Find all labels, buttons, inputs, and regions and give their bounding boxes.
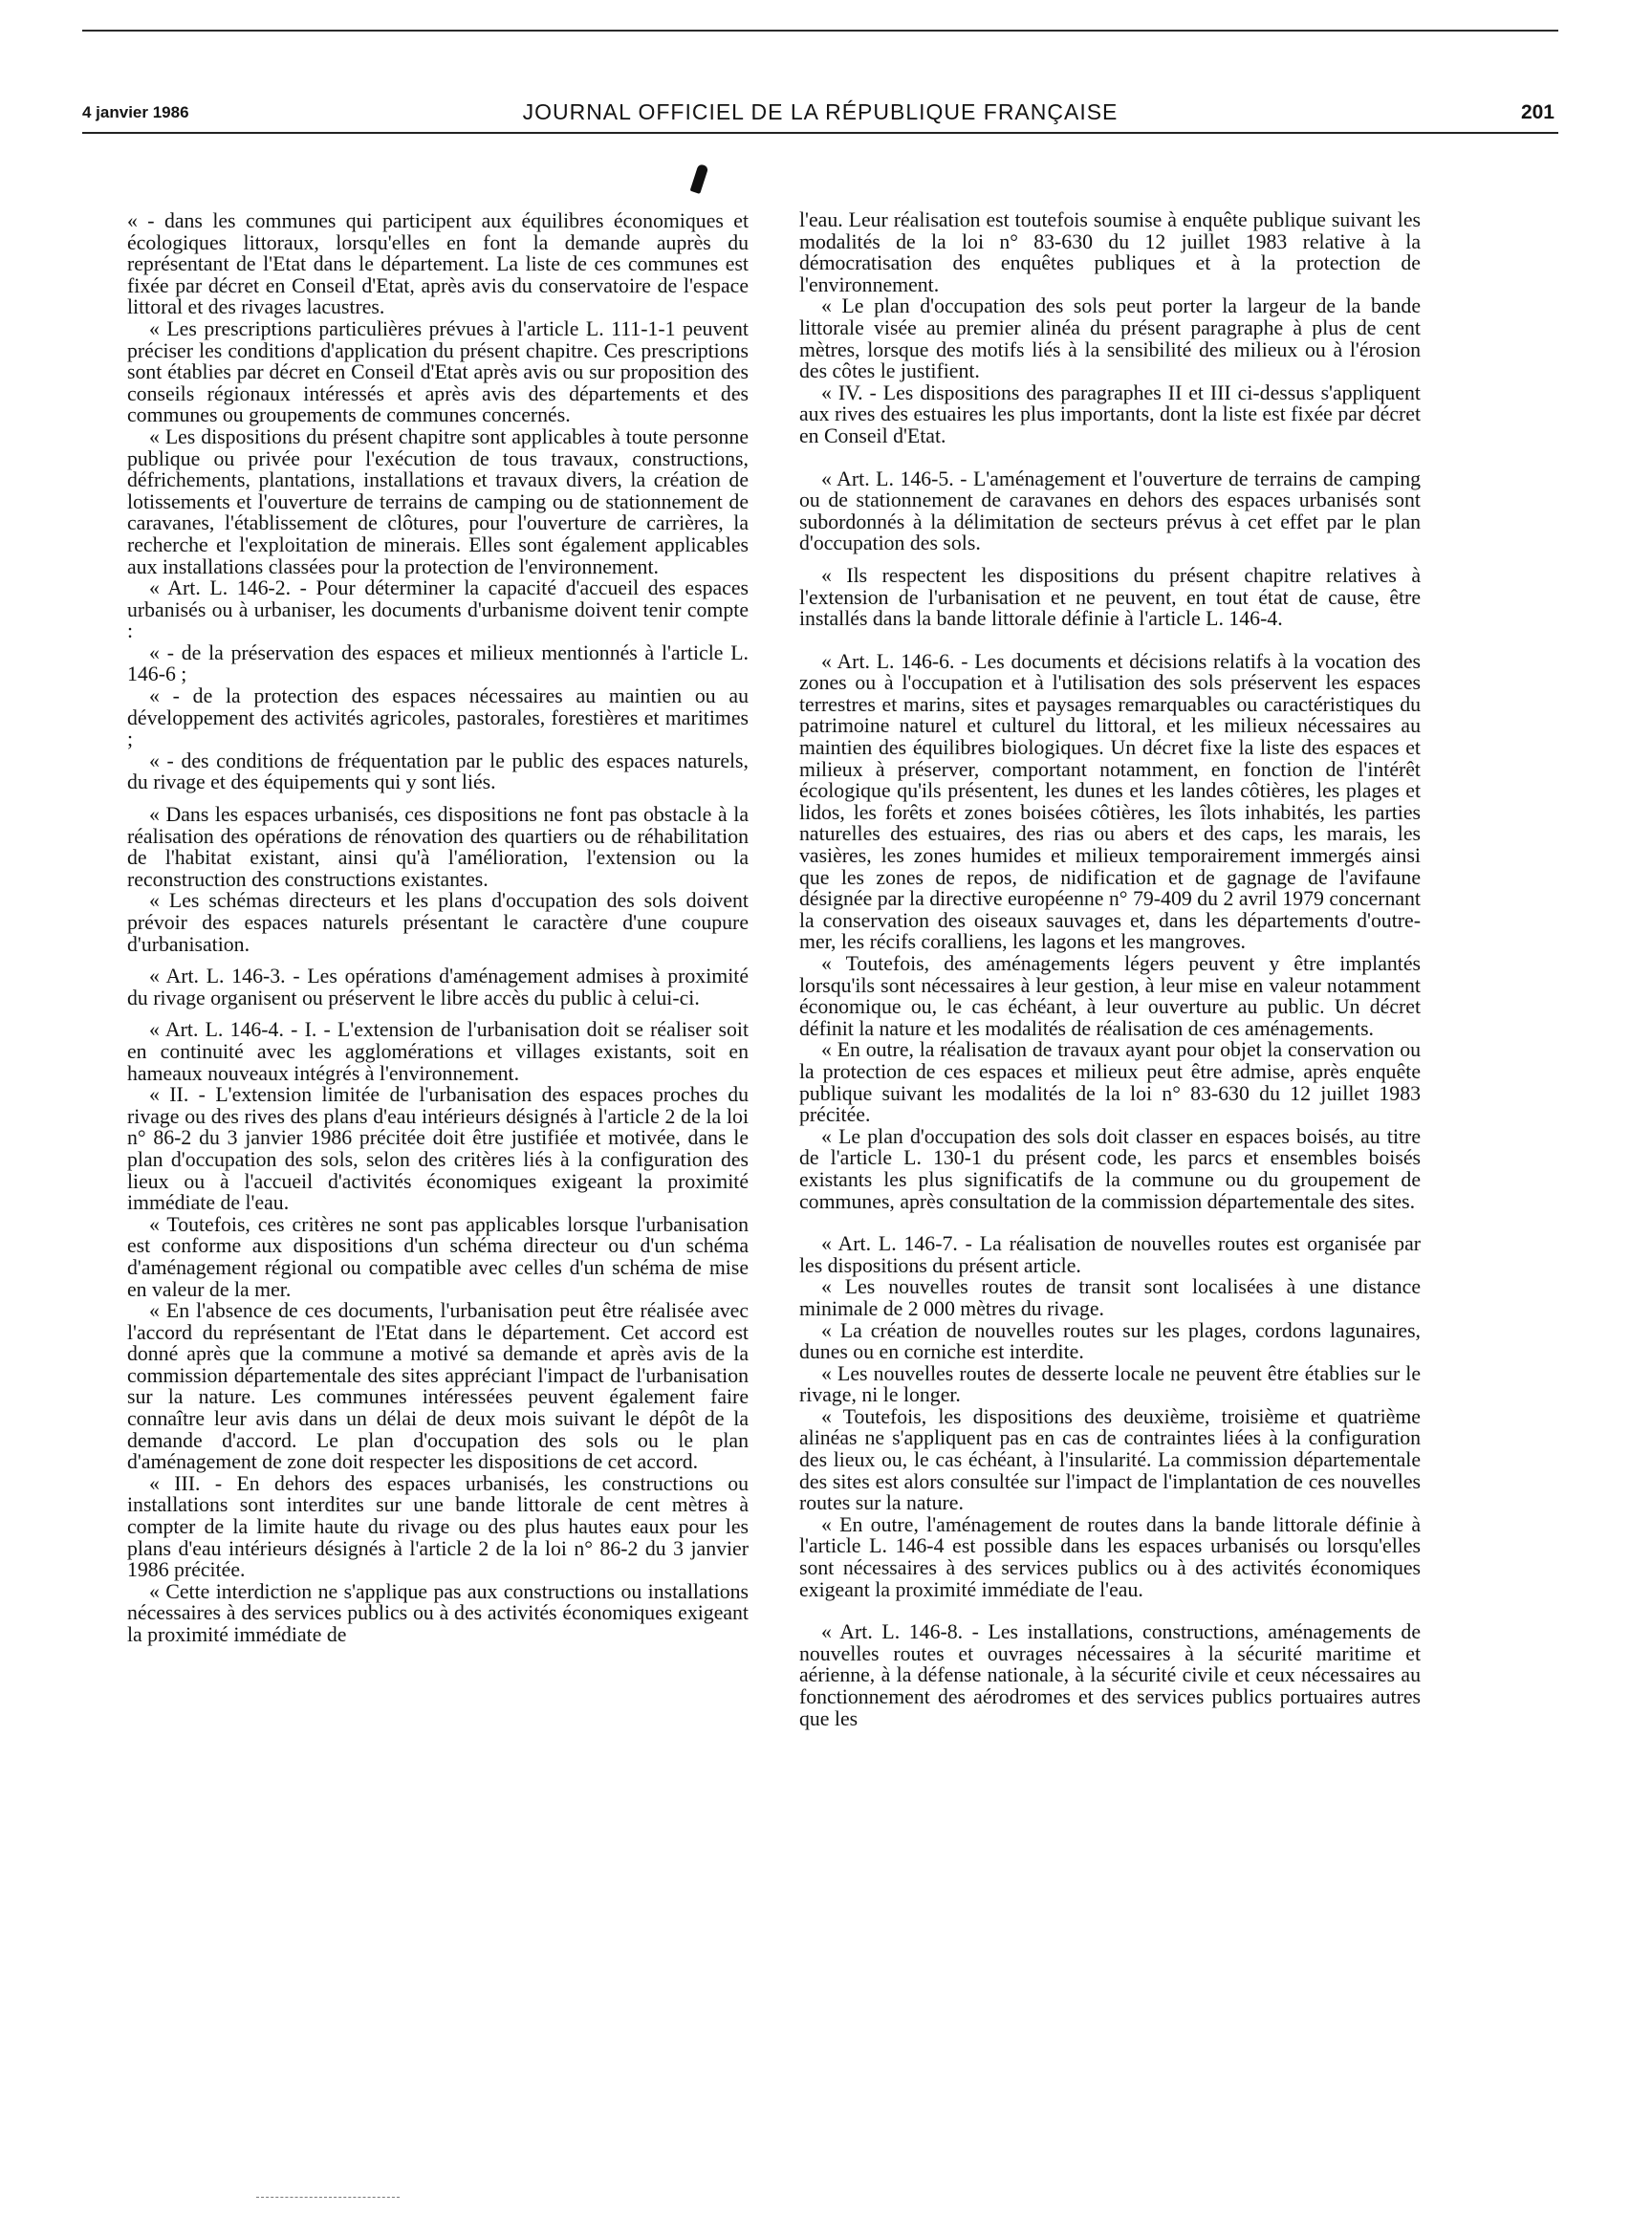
paragraph: « Dans les espaces urbanisés, ces dispositions ne font pas obstacle à la réalisation des opérations de rénovation des quartiers ou de réhabilitation de l'habitat existant, ainsi qu'à l'amélioration, l'extension ou la reconstruction des constructions existantes.	[127, 803, 749, 891]
bottom-rule	[256, 2197, 400, 2198]
paragraph: « IV. - Les dispositions des paragraphes II et III ci-dessus s'appliquent aux rives des estuaires les plus importants, dont la liste est fixée par décret en Conseil d'Etat.	[799, 380, 1421, 447]
right-column	[799, 209, 1421, 2169]
page-header	[82, 99, 1558, 134]
article-l146-4: « Art. L. 146-4. - I. - L'extension de l'urbanisation doit se réaliser soit en continuité avec les agglomérations et villages existants, soit en hameaux nouveaux intégrés à l'environnement.	[127, 1018, 749, 1085]
paragraph: « Le plan d'occupation des sols peut porter la largeur de la bande littorale visée au premier alinéa du présent paragraphe à plus de cent mètres, lorsque des motifs liés à la sensibilité des milieux ou à l'érosion des côtes le justifient.	[799, 294, 1421, 383]
paragraph: « - dans les communes qui participent aux équilibres économiques et écologiques littoraux, lorsqu'elles en font la demande auprès du représentant de l'Etat dans le département. La liste de ces communes est fixée par décret en Conseil d'Etat, après avis du conservatoire de l'espace littoral et des rivages lacustres.	[127, 210, 749, 319]
paragraph: « III. - En dehors des espaces urbanisés, les constructions ou installations sont interdites sur une bande littorale de cent mètres à compter de la limite haute du rivage ou des plus hautes eaux pour les plans d'eau intérieurs désignés à l'article 2 de la loi n° 86-2 du 3 janvier 1986 précitée.	[127, 1471, 749, 1582]
paragraph: « En l'absence de ces documents, l'urbanisation peut être réalisée avec l'accord du représentant de l'Etat dans le département. Cet accord est donné après que la commune a motivé sa demande et après avis de la commission départementale des sites appréciant l'impact de l'urbanisation sur la nature. Les communes intéressées peuvent également faire connaître leur avis dans un délai de deux mois suivant le dépôt de la demande d'accord. Le plan d'occupation des sols ou le plan d'aménagement de zone doit respecter les dispositions de cet accord.	[127, 1299, 749, 1474]
article-l146-6: « Art. L. 146-6. - Les documents et décisions relatifs à la vocation des zones ou à l'occupation et à l'utilisation des sols préservent les espaces terrestres et marins, sites et paysages remarquables ou caractéristiques du patrimoine naturel et culturel du littoral, et les milieux nécessaires au maintien des équilibres biologiques. Un décret fixe la liste des espaces et milieux à préserver, comportant notamment, en fonction de l'intérêt écologique qu'ils présentent, les dunes et les landes côtières, les plages et lidos, les forêts et zones boisées côtières, les îlots inhabités, les parties naturelles des estuaires, des rias ou abers et des caps, les marais, les vasières, les zones humides et milieux temporairement immergés ainsi que les zones de repos, de nidification et de gagnage de l'avifaune désignée par la directive européenne n° 79-409 du 2 avril 1979 concernant la conservation des oiseaux sauvages et, dans les départements d'outre-mer, les récifs coralliens, les lagons et les mangroves.	[799, 649, 1421, 954]
paragraph: « En outre, la réalisation de travaux ayant pour objet la conservation ou la protection de ces espaces et milieux peut être admise, après enquête publique suivant les modalités de la loi n° 83-630 du 12 juillet 1983 précitée.	[799, 1038, 1421, 1127]
paragraph: « II. - L'extension limitée de l'urbanisation des espaces proches du rivage ou des rives des plans d'eau intérieurs désignés à l'article 2 de la loi n° 86-2 du 3 janvier 1986 précitée doit être justifiée et motivée, dans le plan d'occupation des sols, selon des critères liés à la configuration des lieux ou à l'accueil d'activités économiques exigeant la proximité immédiate de l'eau.	[127, 1083, 749, 1215]
paragraph: « Les nouvelles routes de desserte locale ne peuvent être établies sur le rivage, ni le longer.	[799, 1361, 1421, 1407]
paragraph: « La création de nouvelles routes sur les plages, cordons lagunaires, dunes ou en corniche est interdite.	[799, 1318, 1421, 1364]
paragraph: « - de la protection des espaces nécessaires au maintien ou au développement des activités agricoles, pastorales, forestières et maritimes ;	[127, 684, 749, 751]
paragraph: « Toutefois, les dispositions des deuxième, troisième et quatrième alinéas ne s'appliquent pas en cas de contraintes liées à la configuration des lieux ou, le cas échéant, à l'insularité. La commission départementale des sites est alors consultée sur l'impact de l'implantation de ces nouvelles routes sur la nature.	[799, 1404, 1421, 1515]
top-rule	[82, 30, 1558, 32]
paragraph: « Toutefois, ces critères ne sont pas applicables lorsque l'urbanisation est conforme aux dispositions d'un schéma directeur ou d'un schéma d'aménagement régional ou compatible avec celles d'un schéma de mise en valeur de la mer.	[127, 1212, 749, 1301]
article-l146-2: « Art. L. 146-2. - Pour déterminer la capacité d'accueil des espaces urbanisés ou à urbaniser, les documents d'urbanisme doivent tenir compte :	[127, 576, 749, 643]
paragraph: « Ils respectent les dispositions du présent chapitre relatives à l'extension de l'urbanisation et ne peuvent, en tout état de cause, être installés dans la bande littorale définie à l'article L. 146-4.	[799, 563, 1421, 631]
header-date: 4 janvier 1986	[82, 103, 189, 121]
paragraph: « En outre, l'aménagement de routes dans la bande littorale définie à l'article L. 146-4 est possible dans les espaces urbanisés ou lorsqu'elles sont nécessaires à des services publics ou à des activités économiques exigeant la proximité immédiate de l'eau.	[799, 1512, 1421, 1601]
paragraph: « - des conditions de fréquentation par le public des espaces naturels, du rivage et des équipements qui y sont liés.	[127, 749, 749, 794]
paragraph: « Les prescriptions particulières prévues à l'article L. 111-1-1 peuvent préciser les conditions d'application du présent chapitre. Ces prescriptions sont établies par décret en Conseil d'Etat après avis ou sur proposition des conseils régionaux intéressés et après avis des départements et des communes ou groupements de communes concernés.	[127, 316, 749, 427]
paragraph: « Les schémas directeurs et les plans d'occupation des sols doivent prévoir des espaces naturels présentant le caractère d'une coupure d'urbanisation.	[127, 889, 749, 956]
journal-title: JOURNAL OFFICIEL DE LA RÉPUBLIQUE FRANÇAISE	[522, 99, 1119, 124]
paragraph: l'eau. Leur réalisation est toutefois soumise à enquête publique suivant les modalités de la loi n° 83-630 du 12 juillet 1983 relative à la démocratisation des enquêtes publiques et à la protection de l'environnement.	[799, 209, 1421, 296]
article-l146-8: « Art. L. 146-8. - Les installations, constructions, aménagements de nouvelles routes et ouvrages nécessaires à la sécurité maritime et aérienne, à la défense nationale, à la sécurité civile et ceux nécessaires au fonctionnement des aérodromes et des services publics portuaires autres que les	[799, 1620, 1421, 1730]
article-l146-5: « Art. L. 146-5. - L'aménagement et l'ouverture de terrains de camping ou de stationnement de caravanes en dehors des espaces urbanisés sont subordonnés à la délimitation de secteurs prévus à cet effet par le plan d'occupation des sols.	[799, 467, 1421, 555]
paragraph: « Toutefois, des aménagements légers peuvent y être implantés lorsqu'ils sont nécessaires à leur gestion, à leur mise en valeur notamment économique ou, le cas échéant, à leur ouverture au public. Un décret définit la nature et les modalités de réalisation de ces aménagements.	[799, 952, 1421, 1040]
ink-mark	[690, 163, 709, 194]
paragraph: « - de la préservation des espaces et milieux mentionnés à l'article L. 146-6 ;	[127, 640, 749, 686]
article-l146-7: « Art. L. 146-7. - La réalisation de nouvelles routes est organisée par les dispositions du présent article.	[799, 1232, 1421, 1277]
paragraph: « Le plan d'occupation des sols doit classer en espaces boisés, au titre de l'article L. 130-1 du présent code, les parcs et ensembles boisés existants les plus significatifs de la commune ou du groupement de communes, après consultation de la commission départementale des sites.	[799, 1124, 1421, 1213]
left-column	[127, 210, 749, 2170]
paragraph: « Les nouvelles routes de transit sont localisées à une distance minimale de 2 000 mètres du rivage.	[799, 1275, 1421, 1320]
paragraph: « Les dispositions du présent chapitre sont applicables à toute personne publique ou privée pour l'exécution de tous travaux, constructions, défrichements, plantations, installations et travaux divers, la création de lotissements et l'ouverture de terrains de camping ou de stationnement de caravanes, l'établissement de clôtures, pour l'ouverture de carrières, la recherche et l'exploitation de minerais. Elles sont également applicables aux installations classées pour la protection de l'environnement.	[127, 424, 749, 578]
paragraph: « Cette interdiction ne s'applique pas aux constructions ou installations nécessaires à des services publics ou à des activités économiques exigeant la proximité immédiate de	[127, 1579, 749, 1646]
page-number: 201	[1520, 101, 1554, 123]
article-l146-3: « Art. L. 146-3. - Les opérations d'aménagement admises à proximité du rivage organisent ou préservent le libre accès du public à celui-ci.	[127, 965, 749, 1009]
